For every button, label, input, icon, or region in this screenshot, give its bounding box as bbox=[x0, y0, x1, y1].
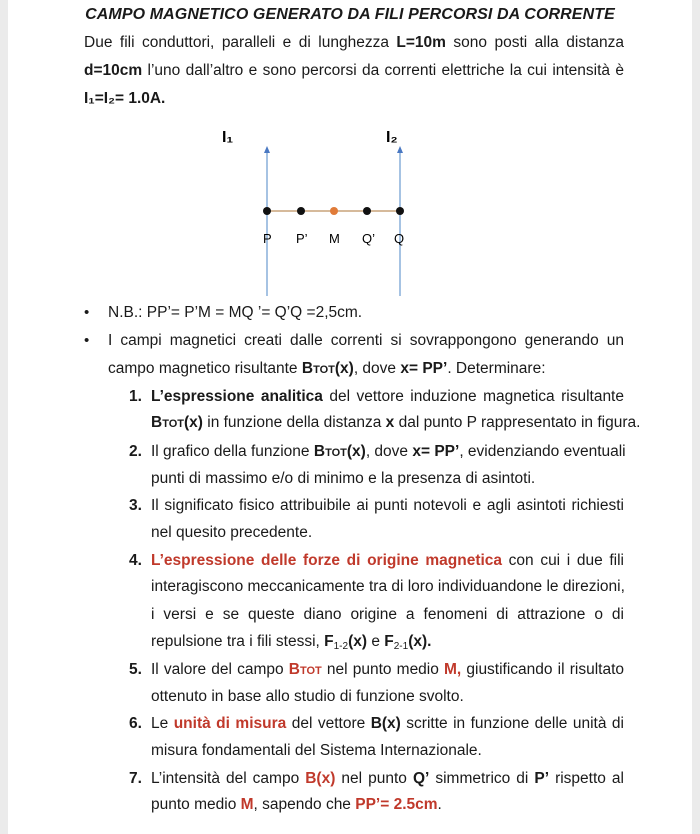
label-q-prime: Q’ bbox=[362, 231, 375, 246]
item-2-line-2: punti di massimo e/o di minimo e la presenza di asintoti. bbox=[151, 470, 536, 487]
item-4-emphasis: L’espressione delle forze di origine magnetica bbox=[151, 552, 503, 569]
distance-value: d=10cm bbox=[84, 62, 143, 79]
item-number: 4. bbox=[129, 552, 142, 569]
item-text: Le bbox=[151, 715, 174, 732]
force-subscript: 1-2 bbox=[333, 641, 349, 652]
bx-symbol: B(x) bbox=[370, 715, 401, 732]
item-4-line-2: interagiscono meccanicamente tra di loro individuandone le direzioni, bbox=[151, 578, 625, 595]
item-number: 1. bbox=[129, 388, 142, 405]
item-text: nel punto medio bbox=[321, 661, 445, 678]
btot-arg: (x) bbox=[184, 414, 203, 431]
point-p-prime-ref: P’ bbox=[534, 770, 550, 787]
length-value: L=10m bbox=[396, 34, 446, 51]
label-m: M bbox=[329, 231, 340, 246]
bx-symbol: B(x) bbox=[305, 770, 336, 787]
nb-label: N.B.: bbox=[108, 304, 147, 321]
item-5-line-2: ottenuto in base allo studio di funzione svolto. bbox=[151, 688, 464, 705]
label-i2: I₂ bbox=[386, 129, 398, 146]
item-text: scritte in funzione delle unità di bbox=[400, 715, 624, 732]
document-page bbox=[8, 0, 692, 834]
item-number: 7. bbox=[129, 770, 142, 787]
item-number: 2. bbox=[129, 443, 142, 460]
item-text: nel punto bbox=[335, 770, 413, 787]
point-q-prime-ref: Q’ bbox=[412, 770, 430, 787]
item-text: Il significato fisico attribuibile ai punti notevoli e agli asintoti richiesti bbox=[151, 497, 624, 514]
item-7-line-2 bbox=[151, 797, 442, 813]
btot-arg: (x) bbox=[334, 360, 354, 377]
label-i1: I₁ bbox=[222, 129, 234, 146]
wires-figure bbox=[8, 0, 692, 300]
item-number: 3. bbox=[129, 497, 142, 514]
btot-arg: (x) bbox=[346, 443, 366, 460]
btot-symbol: B bbox=[288, 661, 300, 678]
nb-bullet bbox=[84, 304, 363, 321]
bullet2-text: . Determinare: bbox=[447, 360, 546, 377]
item-7-line-1 bbox=[129, 770, 624, 788]
item-1-line-1 bbox=[129, 388, 624, 406]
force-subscript: 2-1 bbox=[393, 641, 409, 652]
item-text: rispetto al bbox=[549, 770, 624, 787]
btot-subscript: TOT bbox=[313, 364, 335, 376]
btot-subscript: TOT bbox=[325, 447, 347, 459]
current-values: I₁=I₂= 1.0A. bbox=[84, 90, 166, 107]
item-text: . bbox=[437, 796, 442, 813]
item-text: Il grafico della funzione bbox=[151, 443, 314, 460]
point-p-prime bbox=[297, 207, 305, 215]
btot-symbol: B bbox=[313, 443, 326, 460]
item-text: repulsione tra i fili stessi, bbox=[151, 633, 325, 650]
bullet2-line-2 bbox=[108, 361, 546, 377]
point-q-prime bbox=[363, 207, 371, 215]
item-5-line-1 bbox=[129, 661, 624, 679]
btot-subscript: TOT bbox=[162, 418, 184, 430]
document-title: CAMPO MAGNETICO GENERATO DA FILI PERCORSI DA CORRENTE bbox=[85, 6, 615, 23]
item-number: 5. bbox=[129, 661, 142, 678]
item-6-line-2: misura fondamentali del Sistema Internazionale. bbox=[151, 742, 482, 759]
current-arrow-2-icon bbox=[397, 146, 403, 153]
bullet2-line-1 bbox=[84, 332, 624, 350]
x-definition: x= PP’ bbox=[400, 360, 448, 377]
force-symbol: F bbox=[384, 633, 394, 650]
bullet2-text: , dove bbox=[353, 360, 401, 377]
item-1-emphasis: L’espressione analitica bbox=[151, 388, 323, 405]
item-text: simmetrico di bbox=[429, 770, 535, 787]
item-text: , dove bbox=[365, 443, 413, 460]
units-emphasis: unità di misura bbox=[173, 715, 287, 732]
force-arg: (x). bbox=[408, 633, 432, 650]
item-text: del vettore induzione magnetica risultante bbox=[322, 388, 624, 405]
bullet2-text: I campi magnetici creati dalle correnti si sovrappongono generando un bbox=[108, 332, 624, 349]
item-text: dal punto P rappresentato in figura. bbox=[394, 414, 641, 431]
label-p-prime: P’ bbox=[296, 231, 308, 246]
item-text: , sapendo che bbox=[253, 796, 356, 813]
point-m bbox=[330, 207, 338, 215]
midpoint-m: M, bbox=[444, 661, 462, 678]
intro-text: sono posti alla distanza bbox=[445, 34, 624, 51]
item-1-line-2 bbox=[151, 414, 641, 432]
midpoint-m: M bbox=[240, 796, 254, 813]
force-symbol: F bbox=[324, 633, 334, 650]
item-text: del vettore bbox=[286, 715, 371, 732]
intro-text: Due fili conduttori, paralleli e di lunghezza bbox=[84, 34, 397, 51]
item-text: , evidenziando eventuali bbox=[459, 443, 626, 460]
label-p: P bbox=[263, 231, 272, 246]
item-4-line-3: i versi e se queste diano origine a fenomeni di attrazione o di bbox=[151, 606, 624, 623]
x-variable: x bbox=[385, 414, 395, 431]
current-arrow-1-icon bbox=[264, 146, 270, 153]
label-q: Q bbox=[394, 231, 405, 246]
bullet-icon: • bbox=[84, 332, 90, 349]
pp-prime-value: PP’= 2.5cm bbox=[355, 796, 438, 813]
point-q bbox=[396, 207, 404, 215]
item-text: con cui i due fili bbox=[502, 552, 624, 569]
item-4-line-1 bbox=[129, 552, 624, 570]
item-text: e bbox=[367, 633, 385, 650]
force-arg: (x) bbox=[348, 633, 368, 650]
item-4-line-4 bbox=[151, 634, 431, 652]
item-3-line-2: nel quesito precedente. bbox=[151, 524, 313, 541]
btot-subscript: TOT bbox=[299, 665, 322, 677]
item-text: punto medio bbox=[151, 796, 241, 813]
x-definition: x= PP’ bbox=[412, 443, 460, 460]
item-6-line-1 bbox=[129, 715, 624, 733]
btot-symbol: B bbox=[151, 414, 163, 431]
item-text: L’intensità del campo bbox=[151, 770, 306, 787]
item-3-line-1 bbox=[129, 497, 624, 515]
item-number: 6. bbox=[129, 715, 142, 732]
btot-symbol: B bbox=[301, 360, 314, 377]
intro-text: l’uno dall’altro e sono percorsi da correnti elettriche la cui intensità è bbox=[142, 62, 624, 79]
nb-text: PP’= P’M = MQ ’= Q’Q =2,5cm. bbox=[146, 304, 363, 321]
item-text: Il valore del campo bbox=[151, 661, 289, 678]
item-text: giustificando il risultato bbox=[461, 661, 624, 678]
bullet2-text: campo magnetico risultante bbox=[108, 360, 302, 377]
point-p bbox=[263, 207, 271, 215]
item-text: in funzione della distanza bbox=[202, 414, 386, 431]
bullet-icon: • bbox=[84, 304, 90, 321]
item-2-line-1 bbox=[129, 443, 626, 461]
